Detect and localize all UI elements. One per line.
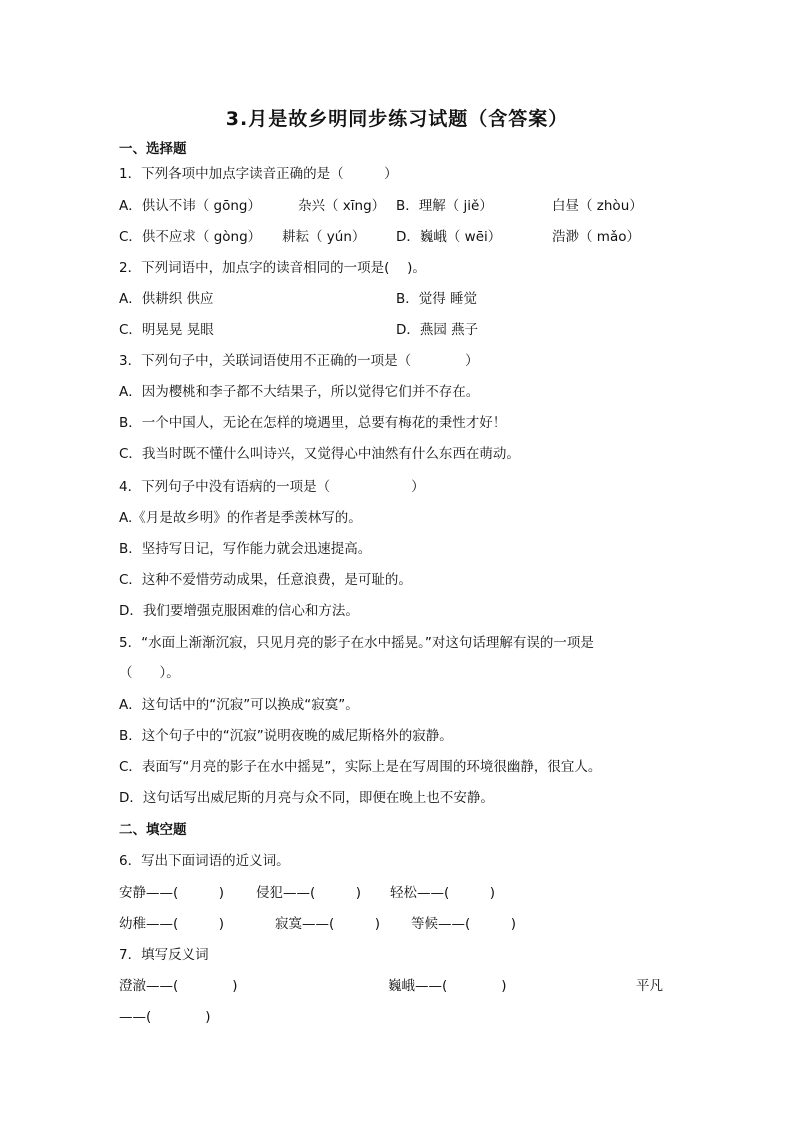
q1-option-b2: 白昼（ zhòu）	[552, 198, 643, 214]
q7-antonym-3-word: 平凡	[636, 978, 663, 994]
q5-option-b: B．这个句子中的“沉寂”说明夜晚的威尼斯格外的寂静。	[119, 728, 453, 744]
q2-option-d: D．燕园 燕子	[396, 322, 479, 338]
q5-stem: 5．“水面上渐渐沉寂，只见月亮的影子在水中摇晃。”对这句话理解有误的一项是	[119, 635, 594, 651]
q7-stem: 7．填写反义词	[119, 947, 209, 963]
q1-option-a: A．供认不讳（ gōng）	[119, 198, 261, 214]
q3-option-b: B．一个中国人，无论在怎样的境遇里，总要有梅花的秉性才好！	[119, 415, 507, 431]
q6-synonym-5: 寂寞——( )	[275, 916, 381, 932]
q4-option-a: A.《月是故乡明》的作者是季羡林写的。	[119, 510, 362, 526]
q2-option-b: B．觉得 睡觉	[396, 291, 478, 307]
q4-option-d: D．我们要增强克服困难的信心和方法。	[119, 603, 359, 619]
q6-synonym-2: 侵犯——( )	[256, 885, 362, 901]
q4-stem: 4．下列句子中没有语病的一项是（ ）	[119, 479, 425, 495]
section-choice-heading: 一、选择题	[119, 141, 187, 157]
q6-synonym-4: 幼稚——( )	[119, 916, 225, 932]
q1-option-d: D．巍峨（ wēi）	[396, 229, 502, 245]
q7-antonym-3-blank: ——( )	[119, 1009, 211, 1025]
q3-option-c: C．我当时既不懂什么叫诗兴，又觉得心中油然有什么东西在萌动。	[119, 446, 520, 462]
q4-option-b: B．坚持写日记，写作能力就会迅速提高。	[119, 541, 372, 557]
q1-option-d2: 浩渺（ mǎo）	[552, 229, 640, 245]
q4-option-c: C．这种不爱惜劳动成果，任意浪费，是可耻的。	[119, 572, 412, 588]
q2-option-c: C．明晃晃 晃眼	[119, 322, 214, 338]
q2-option-a: A．供耕织 供应	[119, 291, 214, 307]
q1-option-c2: 耕耘（ yún）	[282, 229, 366, 245]
q3-stem: 3．下列句子中，关联词语使用不正确的一项是（ ）	[119, 353, 479, 369]
q6-synonym-6: 等候——( )	[411, 916, 517, 932]
q2-stem: 2．下列词语中，加点字的读音相同的一项是( )。	[119, 260, 426, 276]
q6-synonym-1: 安静——( )	[119, 885, 225, 901]
q6-synonym-3: 轻松——( )	[390, 885, 496, 901]
q5-option-a: A．这句话中的“沉寂”可以换成“寂寞”。	[119, 697, 359, 713]
q1-option-b: B．理解（ jiě）	[396, 198, 493, 214]
q1-option-a2: 杂兴（ xīng）	[298, 198, 386, 214]
q1-stem: 1．下列各项中加点字读音正确的是（ ）	[119, 166, 398, 182]
q5-stem-continued: （ ）。	[119, 665, 180, 681]
q5-option-c: C．表面写“月亮的影子在水中摇晃”，实际上是在写周围的环境很幽静，很宜人。	[119, 759, 602, 775]
q3-option-a: A．因为樱桃和李子都不大结果子，所以觉得它们并不存在。	[119, 384, 480, 400]
page-title: 3.月是故乡明同步练习试题（含答案）	[225, 108, 569, 130]
q5-option-d: D．这句话写出威尼斯的月亮与众不同，即便在晚上也不安静。	[119, 790, 494, 806]
q7-antonym-2: 巍峨——( )	[388, 978, 507, 994]
section-fill-heading: 二、填空题	[119, 822, 187, 838]
q7-antonym-1: 澄澈——( )	[119, 978, 238, 994]
q1-option-c: C．供不应求（ gòng）	[119, 229, 262, 245]
q6-stem: 6．写出下面词语的近义词。	[119, 853, 290, 869]
